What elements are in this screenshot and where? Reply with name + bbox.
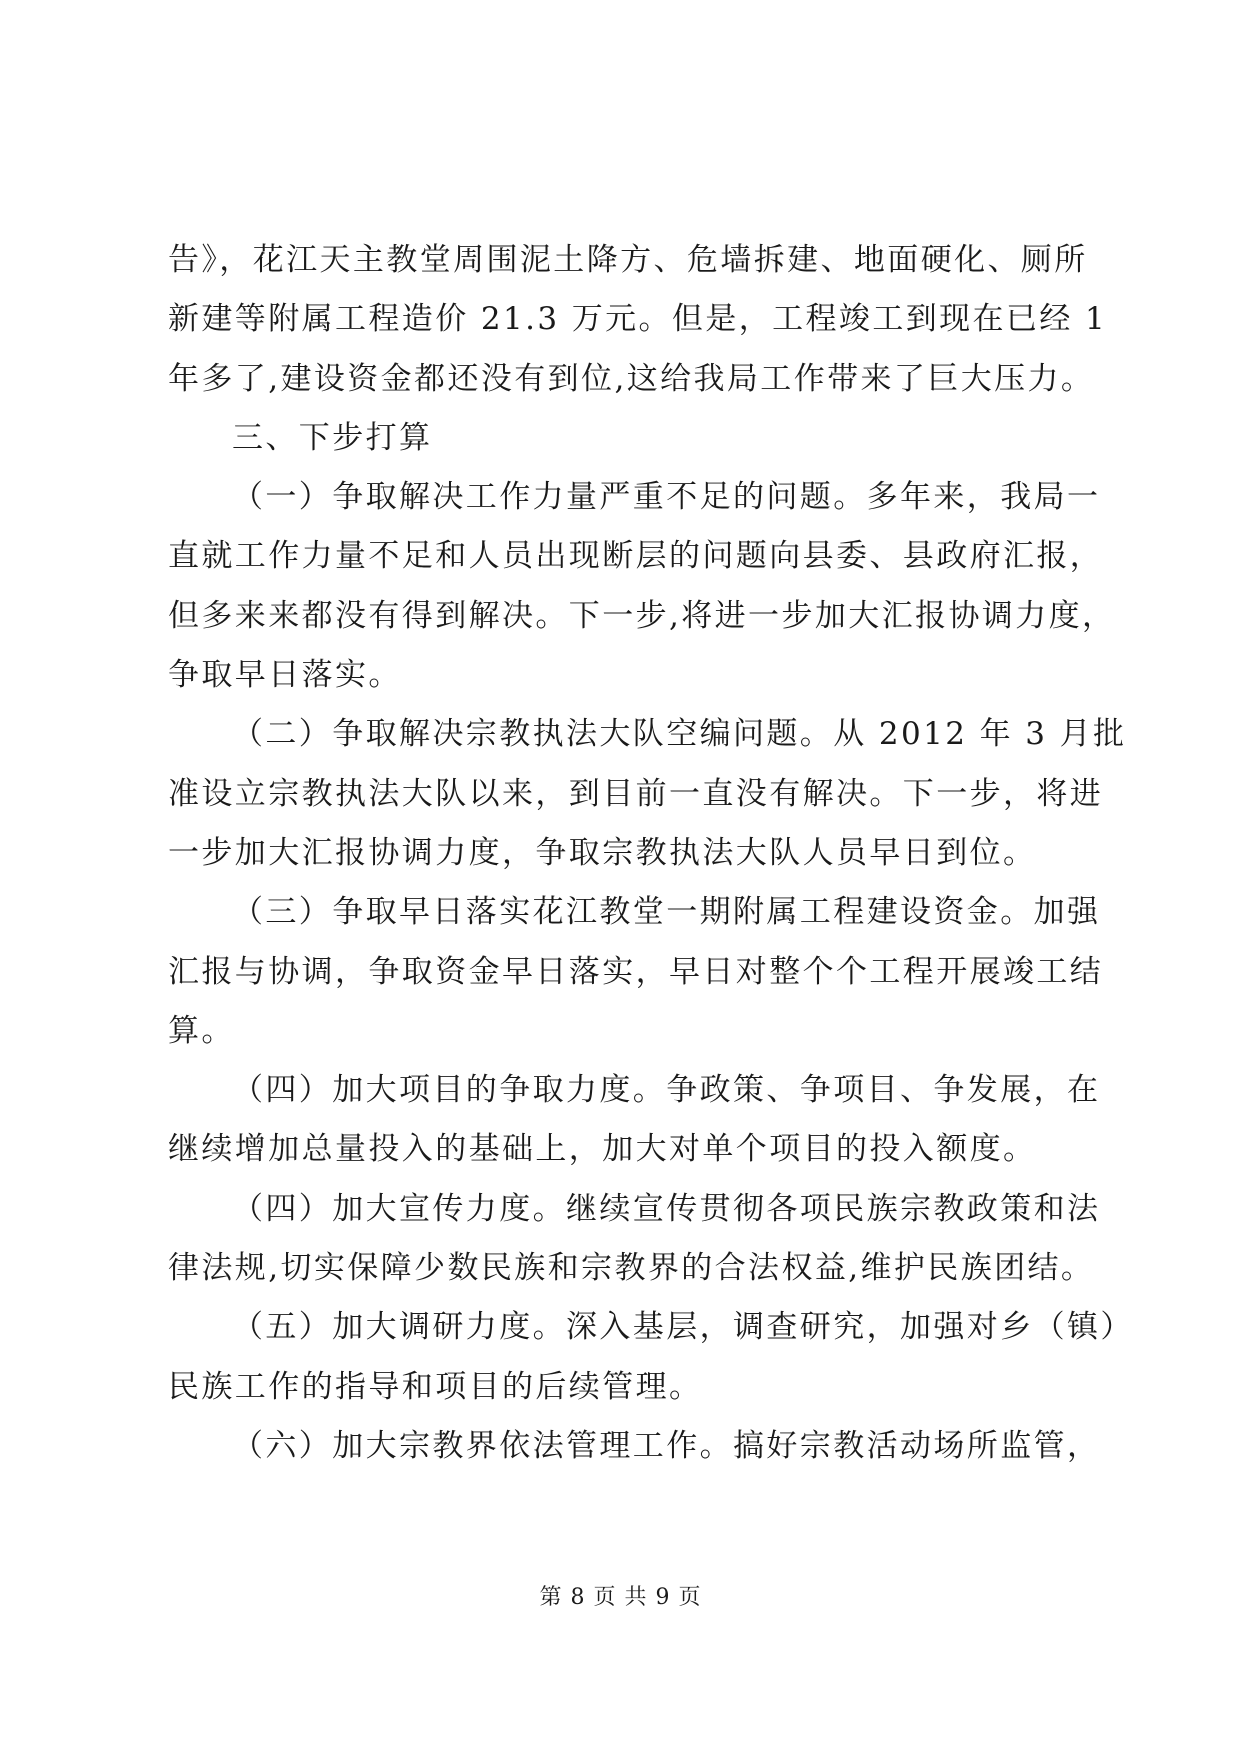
text-line: 算。 <box>168 1012 235 1049</box>
text-line: （六）加大宗教界依法管理工作。搞好宗教活动场所监管， <box>232 1427 1101 1464</box>
page-number: 第 8 页 共 9 页 <box>539 1585 702 1610</box>
page-footer <box>0 1583 1241 1613</box>
text-line: （五）加大调研力度。深入基层，调查研究，加强对乡（镇） <box>232 1309 1134 1346</box>
text-line: 律法规,切实保障少数民族和宗教界的合法权益,维护民族团结。 <box>168 1250 1095 1287</box>
text-line: 继续增加总量投入的基础上，加大对单个项目的投入额度。 <box>168 1131 1037 1168</box>
text-line: （四）加大项目的争取力度。争政策、争项目、争发展，在 <box>232 1072 1101 1109</box>
text-line: （三）争取早日落实花江教堂一期附属工程建设资金。加强 <box>232 894 1101 931</box>
text-line: （一）争取解决工作力量严重不足的问题。多年来，我局一 <box>232 479 1101 516</box>
text-line: 但多来来都没有得到解决。下一步,将进一步加大汇报协调力度， <box>168 597 1116 634</box>
text-line: 民族工作的指导和项目的后续管理。 <box>168 1368 703 1405</box>
text-line: 一步加大汇报协调力度，争取宗教执法大队人员早日到位。 <box>168 834 1037 871</box>
document-body <box>168 231 1134 1476</box>
text-line: （二）争取解决宗教执法大队空编问题。从 2012 年 3 月批 <box>232 716 1127 753</box>
text-line: 直就工作力量不足和人员出现断层的问题向县委、县政府汇报， <box>168 538 1104 575</box>
text-line: 年多了,建设资金都还没有到位,这给我局工作带来了巨大压力。 <box>168 360 1095 397</box>
text-line: （四）加大宣传力度。继续宣传贯彻各项民族宗教政策和法 <box>232 1190 1101 1227</box>
section-heading: 三、下步打算 <box>232 419 433 456</box>
text-line: 告》，花江天主教堂周围泥土降方、危墙拆建、地面硬化、厕所 <box>168 242 1088 278</box>
text-line: 汇报与协调，争取资金早日落实，早日对整个个工程开展竣工结 <box>168 953 1104 990</box>
text-line: 争取早日落实。 <box>168 657 402 694</box>
text-line: 准设立宗教执法大队以来，到目前一直没有解决。下一步，将进 <box>168 775 1104 812</box>
text-line: 新建等附属工程造价 21.3 万元。但是，工程竣工到现在已经 1 <box>168 301 1108 338</box>
